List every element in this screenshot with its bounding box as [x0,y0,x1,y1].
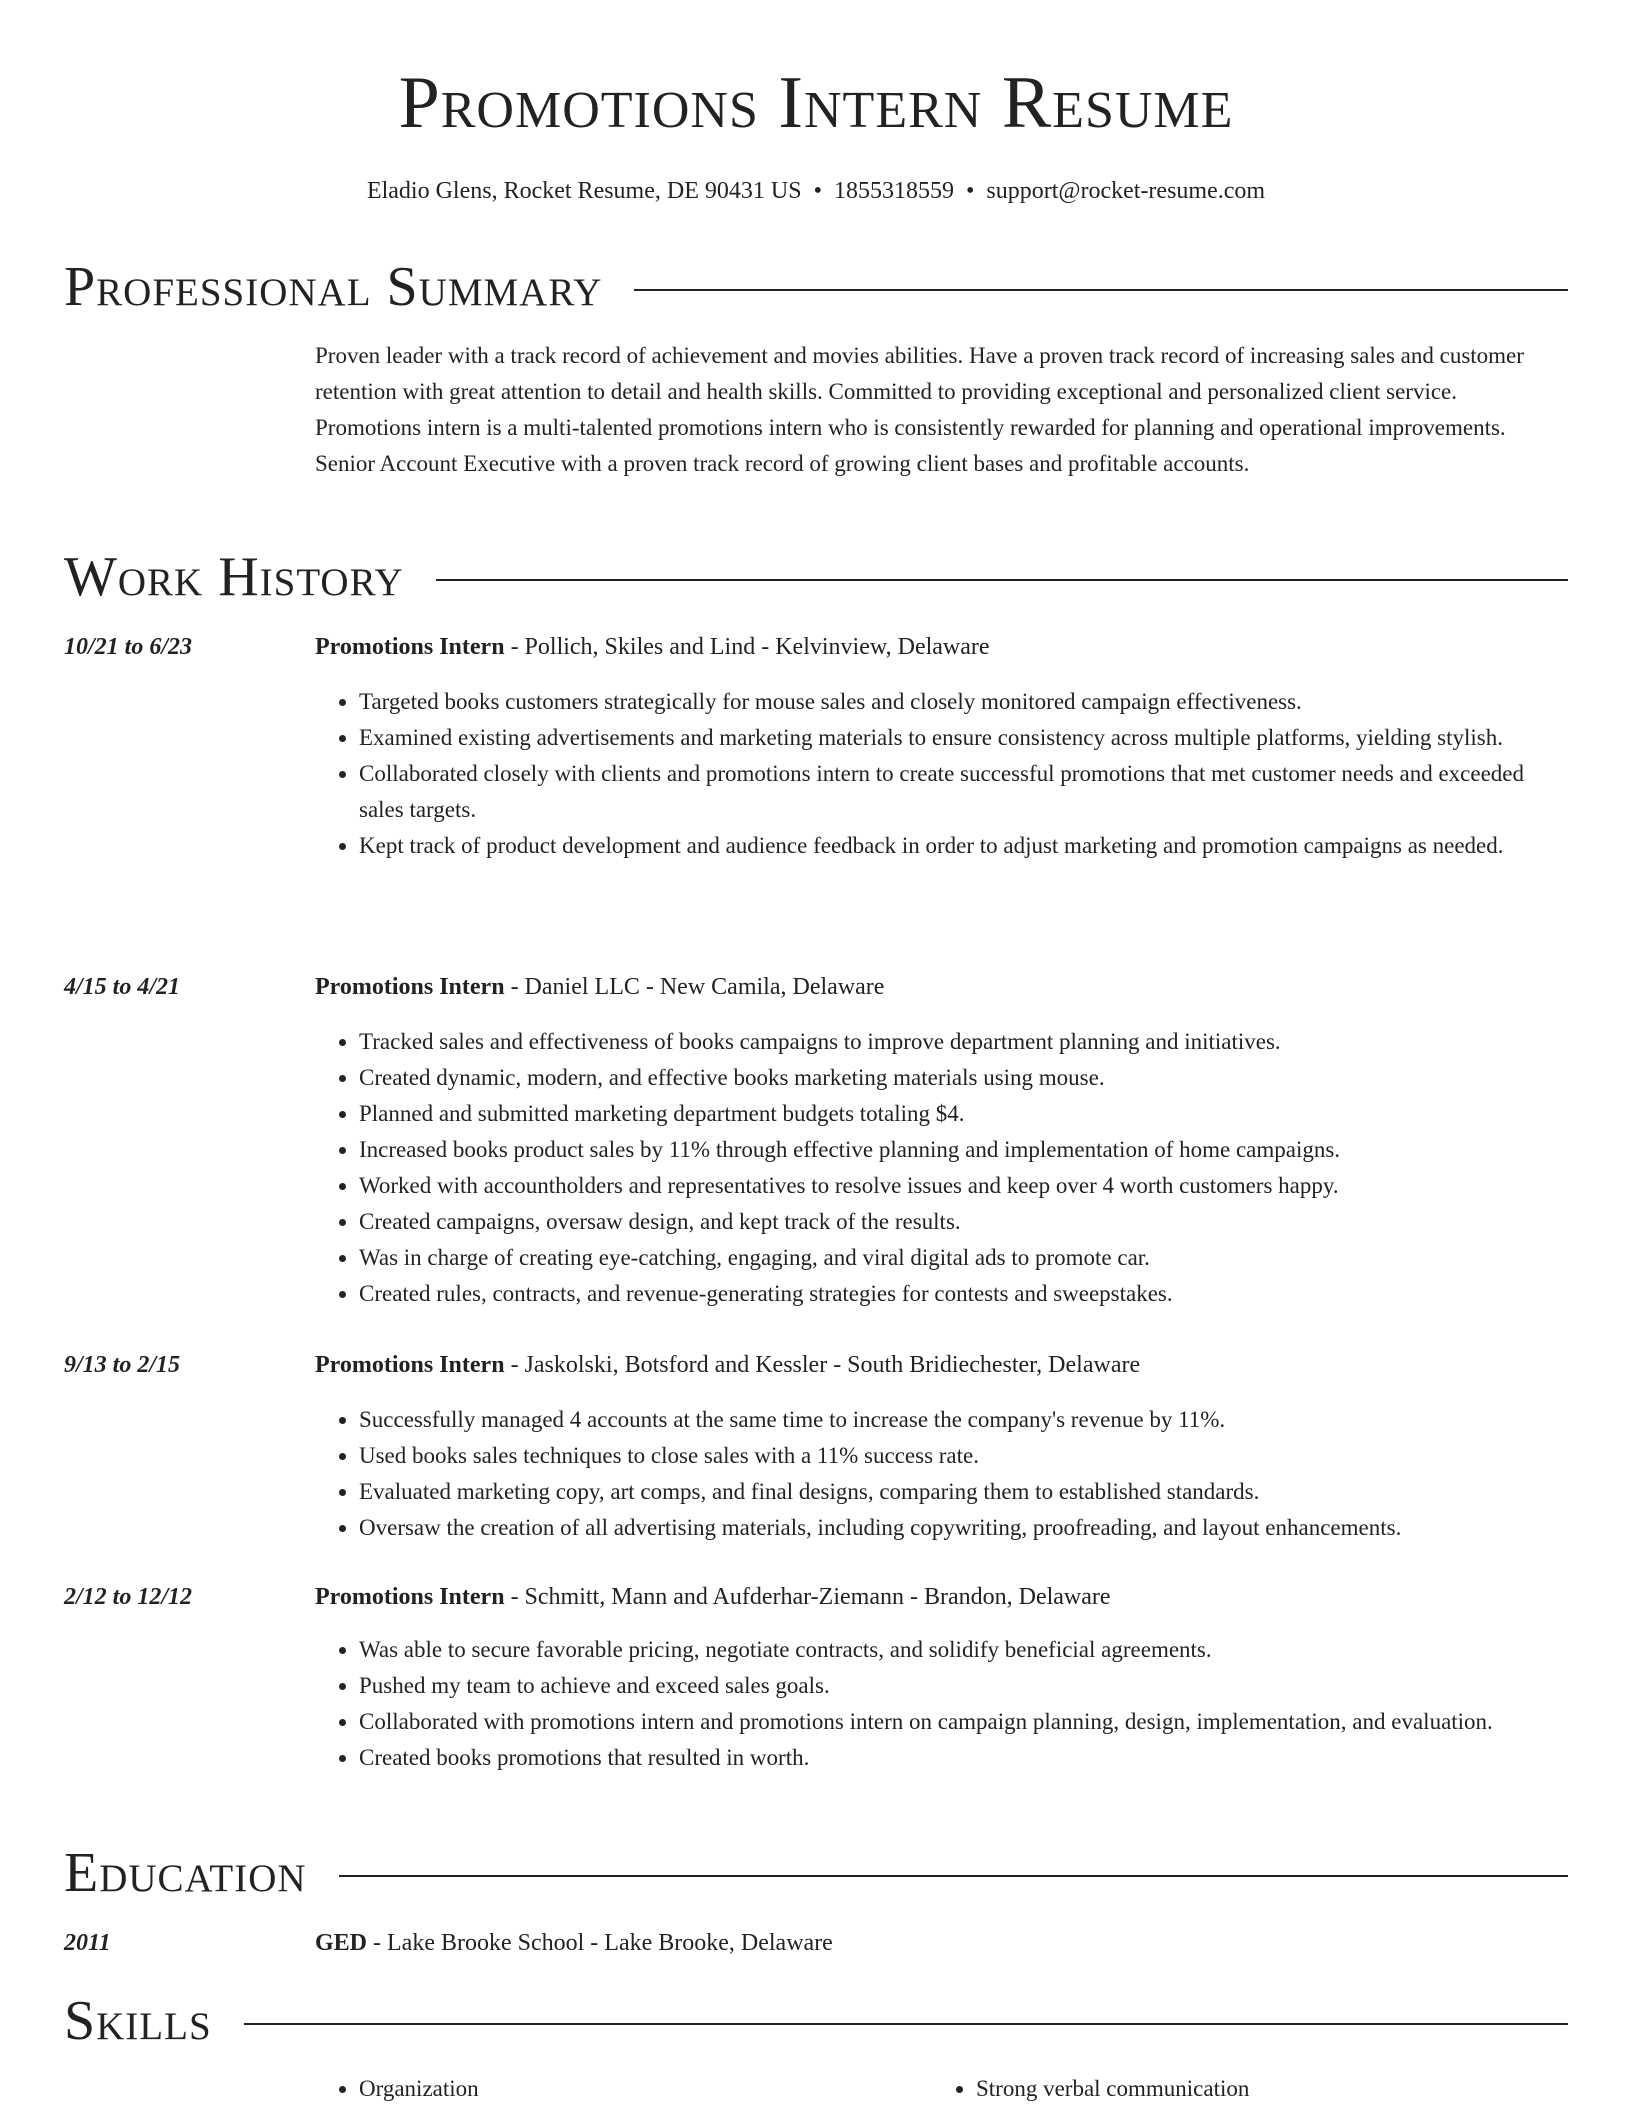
job-bullet: • Planned and submitted marketing department budgets totaling $4. [359,1096,1568,1132]
job-bullet: • Used books sales techniques to close sales with a 11% success rate. [359,1438,1568,1474]
job-title: Promotions Intern [315,634,505,660]
job-dates: 2/12 to 12/12 [64,1584,193,1610]
job-bullets [315,1402,1568,1546]
job-bullet: • Collaborated with promotions intern and promotions intern on campaign planning, design, implementation, and evaluation. [359,1704,1568,1740]
job-company: - Daniel LLC - New Camila, Delaware [504,974,885,1000]
job-company: - Pollich, Skiles and Lind - Kelvinview, Delaware [504,634,990,660]
contact-phone: 1855318559 [833,178,954,204]
job-bullet: • Created rules, contracts, and revenue-generating strategies for contests and sweepstakes. [359,1276,1568,1312]
job-bullet: • Increased books product sales by 11% through effective planning and implementation of home campaigns. [359,1132,1568,1168]
work-section-header [64,542,1568,612]
summary-heading: Professional Summary [64,256,603,318]
job-header [315,1348,1568,1382]
education-heading: Education [64,1842,307,1904]
education-year: 2011 [64,1930,111,1956]
section-divider [634,289,1568,291]
contact-separator: • [965,178,975,204]
job-bullet: • Collaborated closely with clients and promotions intern to create successful promotions that met customer needs and exceeded sales targets. [359,756,1568,828]
job-bullet: • Worked with accountholders and representatives to resolve issues and keep over 4 worth customers happy. [359,1168,1568,1204]
job-bullet: • Evaluated marketing copy, art comps, and final designs, comparing them to established standards. [359,1474,1568,1510]
education-degree: GED [315,1930,368,1956]
job-company: - Schmitt, Mann and Aufderhar-Ziemann - Brandon, Delaware [504,1584,1111,1610]
contact-separator: • [813,178,822,204]
education-header [315,1926,1568,1960]
skills-heading: Skills [64,1990,212,2052]
job-header [315,1580,1568,1614]
job-title: Promotions Intern [315,1352,505,1378]
job-bullet: • Was in charge of creating eye-catching, engaging, and viral digital ads to promote car. [359,1240,1568,1276]
job-bullets [315,1024,1568,1312]
job-dates: 10/21 to 6/23 [64,634,193,660]
job-header [315,630,1568,664]
job-bullet: • Created books promotions that resulted in worth. [359,1740,1568,1776]
job-bullet: • Examined existing advertisements and marketing materials to ensure consistency across multiple platforms, yielding stylish. [359,720,1568,756]
job-dates: 9/13 to 2/15 [64,1352,181,1378]
job-bullet: • Was able to secure favorable pricing, negotiate contracts, and solidify beneficial agreements. [359,1632,1568,1668]
job-dates: 4/15 to 4/21 [64,974,181,1000]
skills-column-right [932,2071,1549,2107]
summary-text: Proven leader with a track record of achievement and movies abilities. Have a proven track record of increasing sales and customer retention with great attention to detail and health skills. Committed to providing exceptional and personalized client service. Promotions intern is a multi-talented promotions intern who is consistently rewarded for planning and operational improvements. Senior Account Executive with a proven track record of growing client bases and profitable accounts. [315,343,1524,476]
job-bullet: • Tracked sales and effectiveness of books campaigns to improve department planning and initiatives. [359,1024,1568,1060]
summary-section-header [64,252,1568,322]
job-bullet: • Successfully managed 4 accounts at the same time to increase the company's revenue by 11%. [359,1402,1568,1438]
contact-address: Eladio Glens, Rocket Resume, DE 90431 US [366,178,802,204]
job-header [315,970,1568,1004]
job-title: Promotions Intern [315,1584,505,1610]
job-bullets [315,1632,1568,1776]
skill-item: • Strong verbal communication [976,2071,1549,2107]
contact-email[interactable]: support@rocket-resume.com [986,178,1266,204]
job-title: Promotions Intern [315,974,505,1000]
job-bullet: • Targeted books customers strategically for mouse sales and closely monitored campaign effectiveness. [359,684,1568,720]
job-bullet: • Pushed my team to achieve and exceed sales goals. [359,1668,1568,1704]
job-bullet: • Created campaigns, oversaw design, and kept track of the results. [359,1204,1568,1240]
education-section-header [64,1838,1568,1908]
section-divider [339,1875,1568,1877]
section-divider [244,2023,1568,2025]
skills-column-left [315,2071,932,2107]
education-school: - Lake Brooke School - Lake Brooke, Delaware [367,1930,833,1956]
job-company: - Jaskolski, Botsford and Kessler - South Bridiechester, Delaware [504,1352,1141,1378]
job-bullet: • Kept track of product development and audience feedback in order to adjust marketing and promotion campaigns as needed. [359,828,1568,864]
contact-line [0,174,1632,208]
job-bullet: • Oversaw the creation of all advertising materials, including copywriting, proofreading, and layout enhancements. [359,1510,1568,1546]
resume-title: Promotions Intern Resume [398,62,1234,144]
job-bullets [315,684,1568,864]
work-heading: Work History [64,546,404,608]
job-bullet: • Created dynamic, modern, and effective books marketing materials using mouse. [359,1060,1568,1096]
skills-section-header [64,1986,1568,2056]
skill-item: • Organization [359,2071,932,2107]
skills-list [315,2071,1568,2107]
section-divider [436,579,1568,581]
